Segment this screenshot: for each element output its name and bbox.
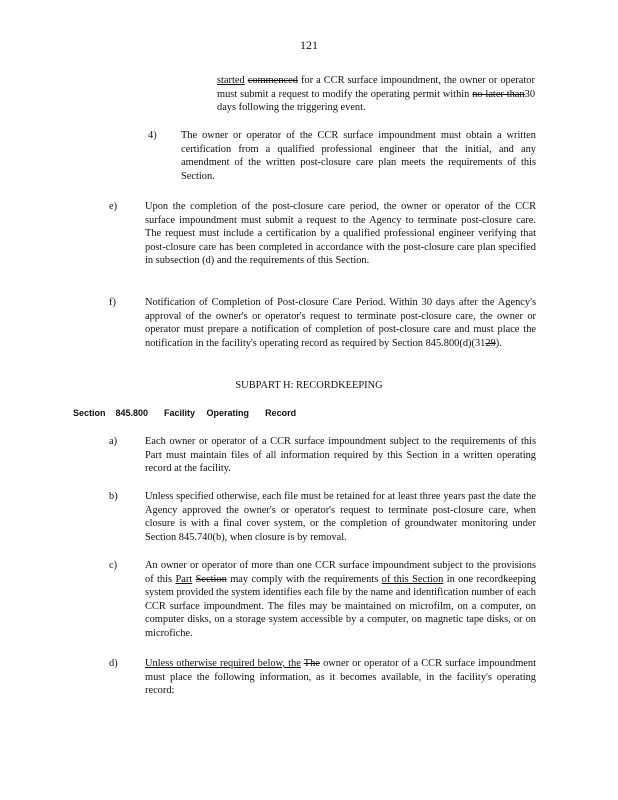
item-4-label: 4) — [148, 130, 157, 141]
deleted-text: commenced — [247, 75, 298, 86]
item-e-label: e) — [109, 201, 118, 212]
item-c-text — [145, 559, 536, 641]
inserted-text: of this Section — [381, 573, 444, 585]
section-heading — [73, 408, 296, 418]
item-a-label: a) — [109, 436, 118, 447]
subpart-heading: SUBPART H: RECORDKEEPING — [235, 380, 383, 391]
item-e-text: Upon the completion of the post-closure care period, the owner or operator of the CCR surface impoundment must submit a request to the Agency to terminate post-closure care. The request must include a certification by a qualified professional engineer verifying that post-closure care has been completed in accordance with the post-closure care plan specified in subsection (d) and the requirements of this Section. — [145, 201, 536, 267]
section-word: Section — [73, 408, 106, 418]
item-f-text — [145, 296, 536, 350]
continuation-paragraph — [217, 74, 535, 115]
paragraph-text: 30 days following the triggering event. — [217, 88, 536, 114]
item-b-text: Unless specified otherwise, each file must be retained for at least three years past the date the Agency approved the owner's or operator's request to terminate post-closure care, when closure is with a final cover system, or the completion of groundwater monitoring under Section 845.740(b), when closure is by removal. — [145, 491, 536, 543]
paragraph-text: may comply with the requirements — [230, 573, 379, 585]
item-f-label: f) — [109, 297, 116, 308]
inserted-text: started — [217, 75, 245, 86]
item-a-text: Each owner or operator of a CCR surface impoundment subject to the requirements of this Part must maintain files of all information required by this Section in a written operating record at the facility. — [145, 436, 536, 475]
item-b-label: b) — [109, 491, 118, 502]
deleted-text: The — [303, 658, 320, 669]
item-4-text: The owner or operator of the CCR surface impoundment must obtain a written certification from a qualified professional engineer that the initial, and any amendment of the written post-closure care plan meets the requirements of this Section. — [181, 130, 536, 182]
deleted-text: 29 — [485, 337, 496, 349]
inserted-text: Unless otherwise required below, the — [145, 658, 301, 669]
paragraph-text: ). — [495, 337, 502, 349]
item-d-label: d) — [109, 658, 118, 669]
paragraph-text: An owner or operator of more than one CCR surface impoundment subject to the provisions of this — [145, 560, 536, 585]
item-d-text — [145, 657, 536, 698]
paragraph-text: in one recordkeeping system provided the system identifies each file by the name and identification number of each CCR surface impoundment. The files may be maintained on microfilm, on a computer, on computer disks, on a storage system accessible by a computer, on magnetic tape disks, or on microfiche. — [145, 573, 536, 639]
item-c-label: c) — [109, 560, 118, 571]
paragraph-text: for a CCR surface impoundment, the owner or operator must submit a request to modify the operating permit within — [217, 75, 535, 100]
section-title-word: Facility — [164, 408, 196, 418]
inserted-text: Part — [175, 573, 193, 585]
paragraph-text: owner or operator of a CCR surface impoundment must place the following information, as it becomes available, in the facility's operating record: — [145, 658, 536, 697]
section-title-word: Record — [265, 408, 297, 418]
deleted-text: no later than — [472, 88, 525, 100]
section-number: 845.800 — [115, 408, 149, 418]
page-number: 121 — [300, 38, 318, 52]
section-title-word: Operating — [206, 408, 250, 418]
paragraph-text: Notification of Completion of Post-closure Care Period. Within 30 days after the Agency's approval of the owner's or operator's request to terminate post-closure care, the owner or operator must prepare a notification of completion of post-closure care and must place the notification in the facility's operating record as required by Section 845.800(d)(31 — [145, 297, 536, 349]
deleted-text: Section — [195, 573, 227, 585]
